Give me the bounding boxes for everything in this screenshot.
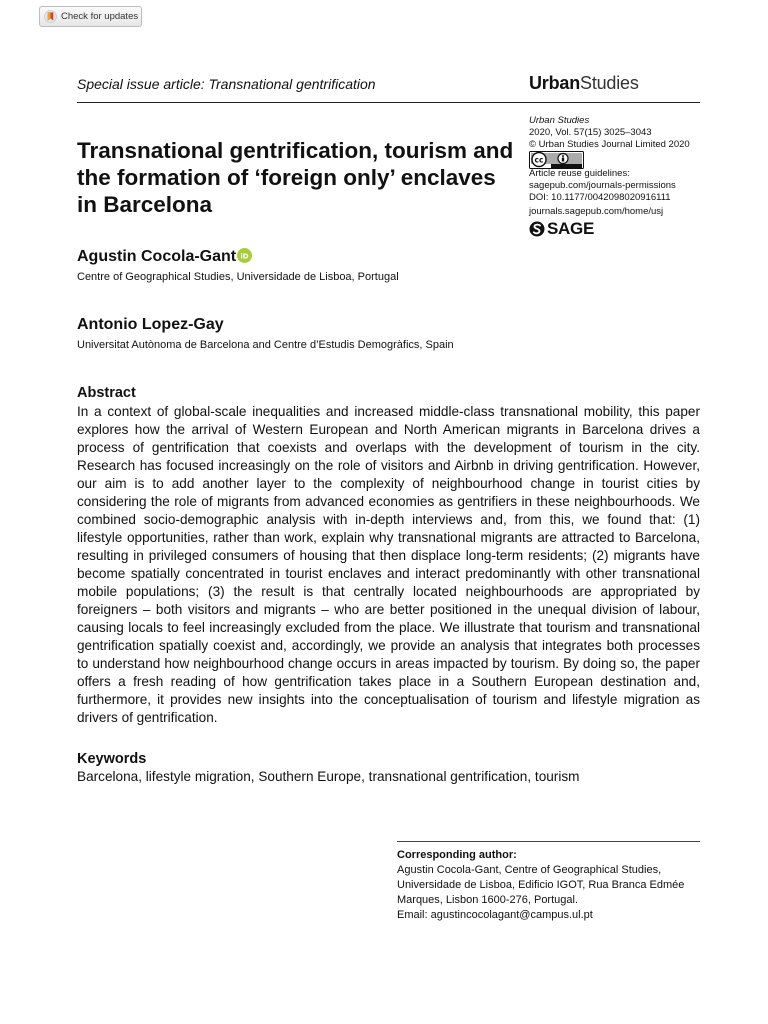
- svg-text:cc: cc: [534, 155, 544, 165]
- journal-logo-bold: Urban: [529, 73, 581, 93]
- corresponding-address-line-1: Agustin Cocola-Gant, Centre of Geographical Studies,: [397, 864, 662, 876]
- svg-text:iD: iD: [240, 251, 249, 261]
- meta-volume: 2020, Vol. 57(15) 3025–3043: [529, 127, 652, 138]
- article-title: Transnational gentrification, tourism and the formation of ‘foreign only’ enclaves in Barcelona: [77, 138, 514, 217]
- check-for-updates-label: Check for updates: [61, 11, 139, 22]
- meta-permissions-link[interactable]: sagepub.com/journals-permissions: [529, 180, 676, 191]
- meta-journal-url[interactable]: journals.sagepub.com/home/usj: [529, 206, 664, 217]
- sage-logo: [529, 219, 594, 238]
- abstract-heading: Abstract: [77, 385, 136, 401]
- meta-reuse-guidelines: Article reuse guidelines:: [529, 168, 630, 179]
- keywords-heading: Keywords: [77, 751, 147, 767]
- author-1-affiliation: Centre of Geographical Studies, Universidade de Lisboa, Portugal: [77, 271, 399, 283]
- journal-logo-light: Studies: [580, 73, 639, 93]
- meta-doi[interactable]: DOI: 10.1177/0042098020916111: [529, 192, 671, 203]
- special-issue-label: Special issue article: Transnational gentrification: [77, 76, 376, 92]
- author-2-affiliation: Universitat Autònoma de Barcelona and Centre d’Estudis Demogràfics, Spain: [77, 339, 454, 351]
- keywords-text: Barcelona, lifestyle migration, Southern Europe, transnational gentrification, tourism: [77, 769, 580, 784]
- author-2-name: Antonio Lopez-Gay: [77, 316, 224, 333]
- orcid-icon[interactable]: [237, 248, 252, 263]
- corresponding-email[interactable]: Email: agustincocolagant@campus.ul.pt: [397, 909, 593, 921]
- header-divider: [77, 102, 700, 103]
- corresponding-address-line-2: Universidade de Lisboa, Edificio IGOT, Rua Branca Edmée: [397, 879, 685, 891]
- cc-by-license-icon[interactable]: [529, 151, 584, 169]
- corresponding-author-label: Corresponding author:: [397, 849, 517, 861]
- update-bookmark-icon: [44, 10, 57, 23]
- author-1-name: Agustin Cocola-Gant: [77, 248, 237, 265]
- journal-logo: [529, 73, 639, 94]
- check-for-updates-button[interactable]: [39, 6, 142, 27]
- meta-copyright: © Urban Studies Journal Limited 2020: [529, 139, 690, 150]
- corresponding-address-line-3: Marques, Lisbon 1600-276, Portugal.: [397, 894, 579, 906]
- sage-logo-text: SAGE: [547, 218, 594, 238]
- sage-emblem-icon: [529, 221, 545, 237]
- meta-journal-name: Urban Studies: [529, 115, 590, 126]
- abstract-text: In a context of global-scale inequalities and increased middle-class transnational mobility, this paper explores how the arrival of Western European and North American migrants in Barcelona drives a process of gentrification that coexists and overlaps with the development of tourism in the city. Research has focused increasingly on the role of visitors and Airbnb in driving gentrification. However, our aim is to add another layer to the complexity of neighbourhood change in tourist cities by considering the role of migrants from advanced economies as gentrifiers in these neighbourhoods. We combined socio-demographic analysis with in-depth interviews and, from this, we found that: (1) lifestyle opportunities, rather than work, explain why transnational migrants are attracted to Barcelona, resulting in privileged consumers of housing that then displace long-term residents; (2) migrants have become spatially concentrated in tourist enclaves and interact predominantly with other transnational mobile populations; (3) the result is that centrally located neighbourhoods are appropriated by foreigners – both visitors and migrants – who are better positioned in the unequal division of labour, causing locals to feel increasingly excluded from the place. We illustrate that tourism and transnational gentrification spatially coexist and, accordingly, we provide an analysis that integrates both processes to understand how neighbourhood change occurs in areas impacted by tourism. By doing so, the paper offers a fresh reading of how gentrification takes place in a Southern European destination and, furthermore, it provides new insights into the conceptualisation of tourism and lifestyle migration as drivers of gentrification.: [77, 404, 700, 725]
- author-name: [77, 248, 252, 266]
- footnote-divider: [397, 841, 700, 842]
